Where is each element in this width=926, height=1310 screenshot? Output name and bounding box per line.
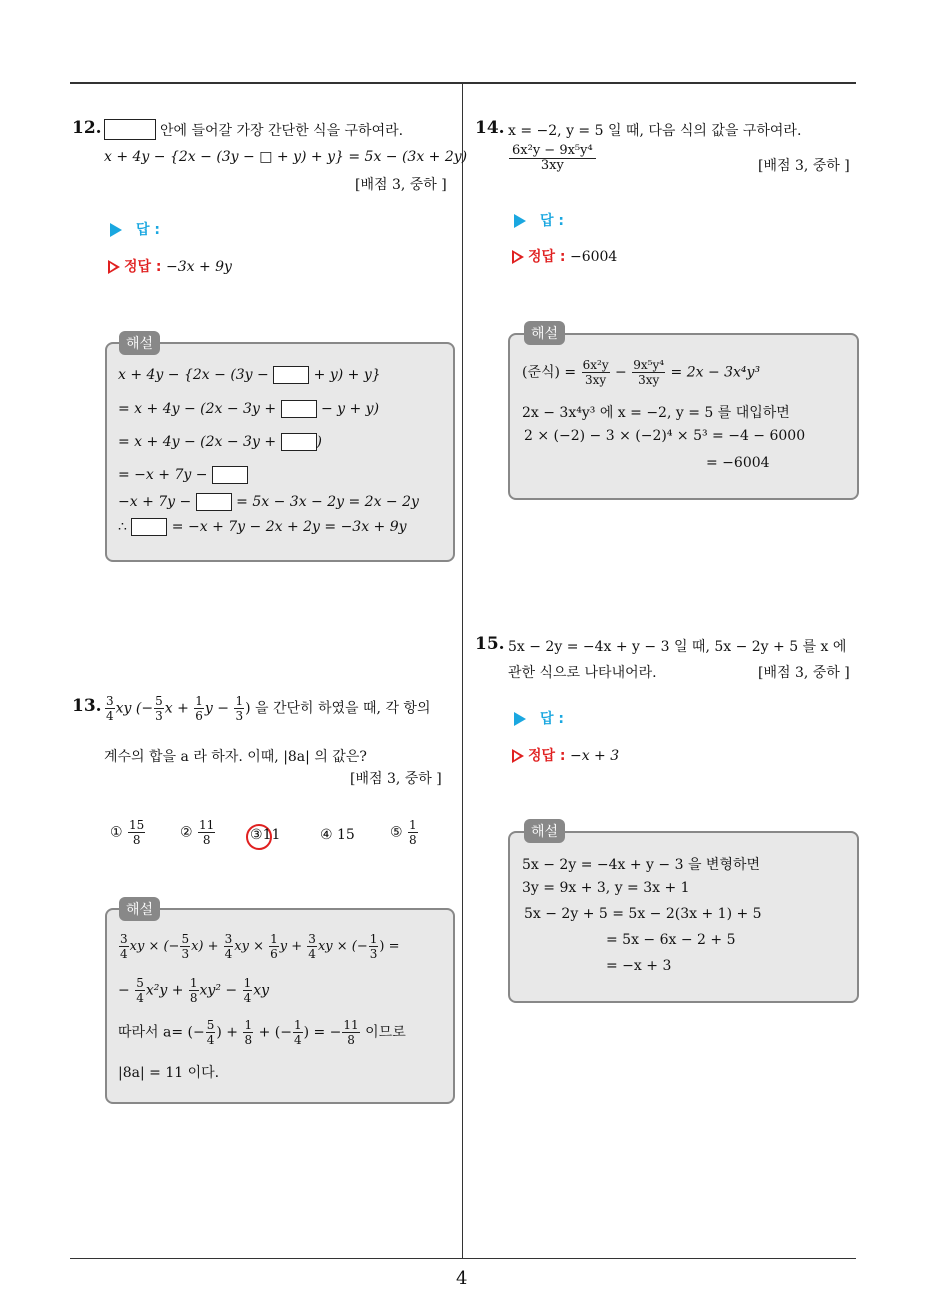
q13-prompt-line-2: 계수의 합을 a 라 하자. 이때, |8a| 의 값은? <box>104 749 367 765</box>
q14-sol-line-1: (준식) = $\frac{\text{6x²y}}{3xy}$ − $\frac{\text{9x⁵y⁴}}{3xy}$ = 2x − 3x⁴y³ <box>522 358 761 387</box>
q13-solution-tag: 해설 <box>119 897 160 921</box>
q14-sol-line-4: = −6004 <box>706 455 770 471</box>
q15-answer-field[interactable]: 답 : <box>514 708 564 728</box>
q15-prompt-line-2: 관한 식으로 나타내어라. <box>508 665 657 681</box>
q12-sol-line-3: = x + 4y − (2x − 3y + ) <box>118 434 322 450</box>
q13-sol-line-1: $\frac{3}{4}$ xy × (− $\frac{5}{3}$ x) + $\frac{3}{4}$ xy × $\frac{1}{6}$ y + $\frac{3}{4}$ xy × (− $\frac{1}{3}$ ) = <box>120 932 400 961</box>
q14-correct-answer: 정답 : −6004 <box>512 246 617 266</box>
q12-prompt: 안에 들어갈 가장 간단한 식을 구하여라. <box>160 123 404 139</box>
q13-choice-2[interactable]: ② $\frac{11}{8}$ <box>180 818 215 847</box>
q15-sol-line-4: = 5x − 6x − 2 + 5 <box>606 932 736 948</box>
q13-sol-line-2: − $\frac{5}{4}$ x²y + $\frac{1}{8}$ xy² − $\frac{1}{4}$ xy <box>118 976 270 1005</box>
q12-solution-tag: 해설 <box>119 331 160 355</box>
q14-meta: [배점 3, 중하 ] <box>758 158 850 174</box>
q15-sol-line-5: = −x + 3 <box>606 958 672 974</box>
q13-number: 13. <box>72 696 102 716</box>
q14-sol-line-2: 2x − 3x⁴y³ 에 x = −2, y = 5 를 대입하면 <box>522 405 790 421</box>
top-rule <box>70 82 856 84</box>
q15-sol-line-2: 3y = 9x + 3, y = 3x + 1 <box>522 880 690 896</box>
q13-choice-5[interactable]: ⑤ $\frac{1}{8}$ <box>390 818 417 847</box>
q14-expression: $\frac{\text{6x²y − 9x⁵y⁴}}{3xy}$ <box>508 144 597 173</box>
q13-sol-line-3: 따라서 a= (− $\frac{5}{4}$ ) + $\frac{1}{8}$ + (− $\frac{1}{4}$ ) = − $\frac{11}{8}$ 이므로 <box>118 1018 406 1047</box>
play-icon <box>110 223 122 237</box>
q15-solution-tag: 해설 <box>524 819 565 843</box>
outline-triangle-icon <box>512 749 524 763</box>
q15-sol-line-1: 5x − 2y = −4x + y − 3 을 변형하면 <box>522 857 761 873</box>
bottom-rule <box>70 1258 856 1259</box>
q15-sol-line-3: 5x − 2y + 5 = 5x − 2(3x + 1) + 5 <box>524 906 762 922</box>
q14-sol-line-3: 2 × (−2) − 3 × (−2)⁴ × 5³ = −4 − 6000 <box>524 428 806 444</box>
q12-number: 12. <box>72 118 102 138</box>
q12-sol-line-2: = x + 4y − (2x − 3y + − y + y) <box>118 401 380 417</box>
q13-choice-1[interactable]: ① $\frac{15}{8}$ <box>110 818 145 847</box>
outline-triangle-icon <box>512 250 524 264</box>
q12-sol-line-1: x + 4y − {2x − (3y − + y) + y} <box>118 367 381 383</box>
q12-answer-field[interactable]: 답 : <box>110 219 160 239</box>
q15-meta: [배점 3, 중하 ] <box>758 665 850 681</box>
q12-sol-line-4: = −x + 7y − <box>118 466 248 484</box>
q14-answer-field[interactable]: 답 : <box>514 210 564 230</box>
q14-prompt: x = −2, y = 5 일 때, 다음 식의 값을 구하여라. <box>508 123 802 139</box>
outline-triangle-icon <box>108 260 120 274</box>
play-icon <box>514 712 526 726</box>
q15-number: 15. <box>475 634 505 654</box>
q13-choice-3[interactable]: ③11 <box>250 827 281 843</box>
q12-meta: [배점 3, 중하 ] <box>355 177 447 193</box>
q13-prompt-line-1: $\frac{3}{4}$ xy (− $\frac{5}{3}$ x + $\frac{1}{6}$ y − $\frac{1}{3}$ ) 을 간단히 하였을 때, 각 항의 <box>106 694 431 723</box>
q15-correct-answer: 정답 : −x + 3 <box>512 745 619 765</box>
page-number: 4 <box>456 1268 468 1289</box>
q12-equation: x + 4y − {2x − (3y − □ + y) + y} = 5x − (3x + 2y) <box>104 149 468 165</box>
q12-blank-box <box>104 119 156 140</box>
q13-choice-4[interactable]: ④ 15 <box>320 827 355 843</box>
q12-sol-line-5: −x + 7y − = 5x − 3x − 2y = 2x − 2y <box>118 494 419 510</box>
play-icon <box>514 214 526 228</box>
q14-number: 14. <box>475 118 505 138</box>
q12-sol-line-6: ∴ = −x + 7y − 2x + 2y = −3x + 9y <box>118 519 407 535</box>
column-divider <box>462 84 463 1258</box>
q12-correct-answer: 정답 : −3x + 9y <box>108 256 232 276</box>
q13-sol-line-4: |8a| = 11 이다. <box>118 1065 220 1081</box>
q14-solution-tag: 해설 <box>524 321 565 345</box>
q15-prompt-line-1: 5x − 2y = −4x + y − 3 일 때, 5x − 2y + 5 를 x 에 <box>508 639 847 655</box>
q13-meta: [배점 3, 중하 ] <box>350 771 442 787</box>
